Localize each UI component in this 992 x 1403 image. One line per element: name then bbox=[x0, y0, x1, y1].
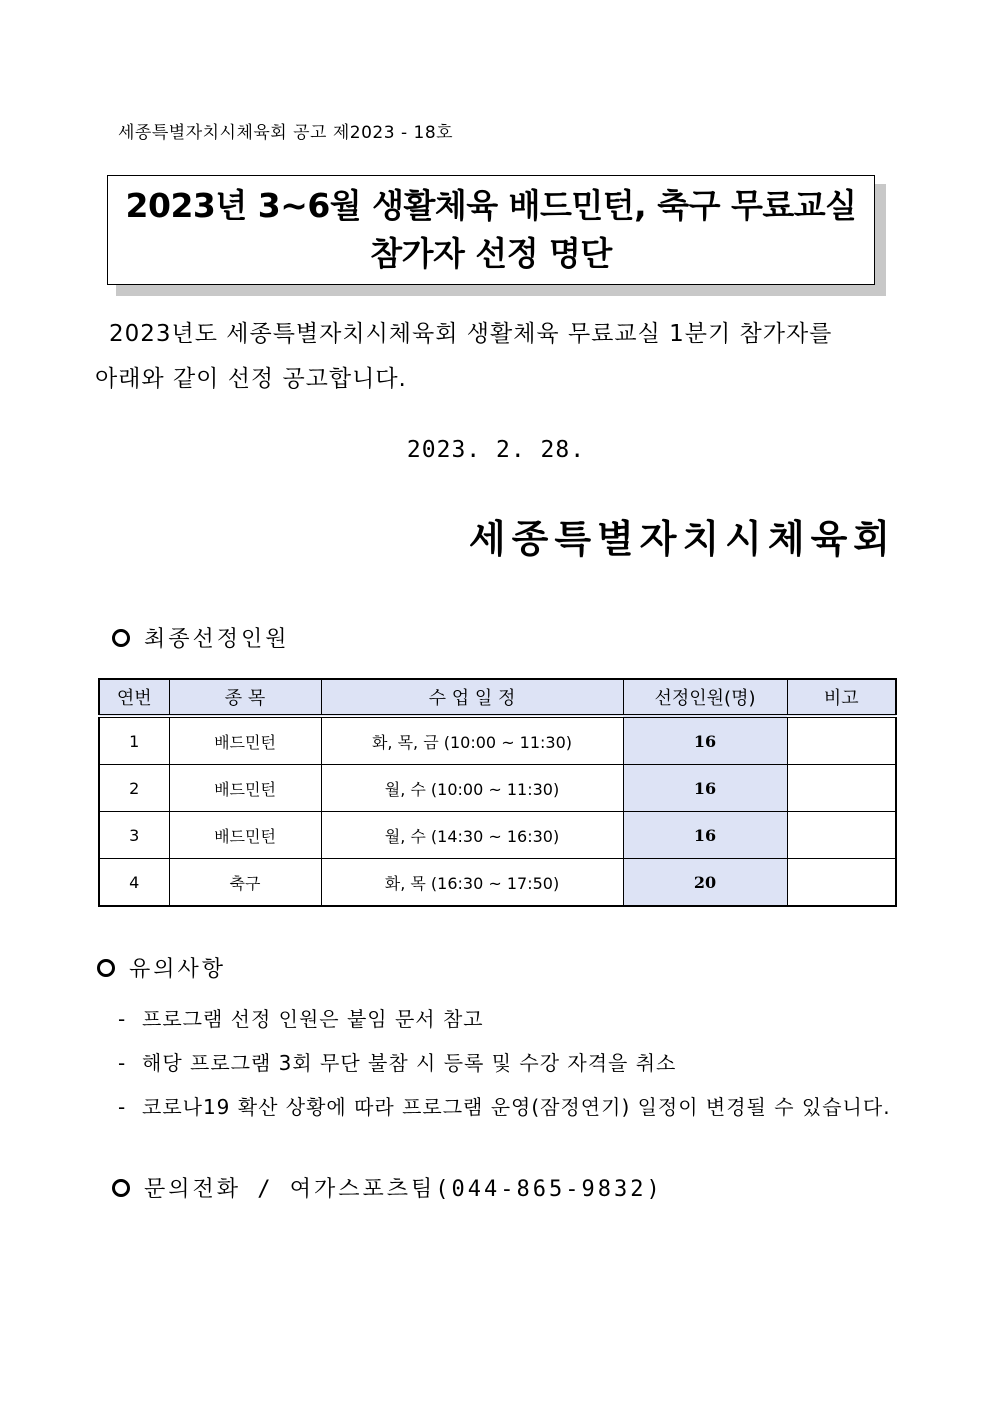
cell-no: 1 bbox=[99, 716, 169, 765]
notice-number: 세종특별자치시체육회 공고 제2023 - 18호 bbox=[118, 123, 454, 143]
hollow-circle-icon bbox=[112, 629, 130, 647]
cell-remark bbox=[787, 812, 896, 859]
notes-list bbox=[118, 997, 891, 1129]
header-count: 선정인원(명) bbox=[623, 679, 787, 716]
title-line-1: 2023년 3~6월 생활체육 배드민턴, 축구 무료교실 bbox=[125, 186, 857, 225]
cell-sport: 배드민턴 bbox=[169, 812, 321, 859]
contact-info: / 여가스포츠팀(044-865-9832) bbox=[241, 1177, 663, 1202]
organization-name: 세종특별자치시체육회 bbox=[468, 517, 896, 561]
intro-paragraph bbox=[95, 312, 895, 402]
cell-no: 3 bbox=[99, 812, 169, 859]
title-line-2: 참가자 선정 명단 bbox=[370, 234, 612, 273]
cell-no: 2 bbox=[99, 765, 169, 812]
cell-sport: 배드민턴 bbox=[169, 765, 321, 812]
cell-sport: 배드민턴 bbox=[169, 716, 321, 765]
cell-schedule: 화, 목 (16:30 ~ 17:50) bbox=[321, 859, 623, 907]
list-item: - 프로그램 선정 인원은 붙임 문서 참고 bbox=[118, 997, 891, 1041]
cell-schedule: 화, 목, 금 (10:00 ~ 11:30) bbox=[321, 716, 623, 765]
table-row bbox=[99, 716, 896, 765]
cell-count: 16 bbox=[623, 812, 787, 859]
cell-remark bbox=[787, 765, 896, 812]
table-header-row bbox=[99, 679, 896, 716]
hollow-circle-icon bbox=[112, 1179, 130, 1197]
list-item: - 해당 프로그램 3회 무단 불참 시 등록 및 수강 자격을 취소 bbox=[118, 1041, 891, 1085]
hollow-circle-icon bbox=[97, 959, 115, 977]
section-notes bbox=[97, 952, 226, 983]
section-contact bbox=[112, 1172, 663, 1203]
header-schedule: 수 업 일 정 bbox=[321, 679, 623, 716]
table-row bbox=[99, 812, 896, 859]
section-final-selection bbox=[112, 622, 290, 653]
contact-label: 문의전화 bbox=[144, 1177, 242, 1202]
list-item: - 코로나19 확산 상황에 따라 프로그램 운영(잠정연기) 일정이 변경될 수 있습니다. bbox=[118, 1085, 891, 1129]
table-row bbox=[99, 859, 896, 907]
intro-line-1: 2023년도 세종특별자치시체육회 생활체육 무료교실 1분기 참가자를 bbox=[109, 321, 833, 347]
cell-sport: 축구 bbox=[169, 859, 321, 907]
section-heading-notes: 유의사항 bbox=[129, 957, 227, 982]
cell-count: 16 bbox=[623, 716, 787, 765]
cell-schedule: 월, 수 (14:30 ~ 16:30) bbox=[321, 812, 623, 859]
cell-remark bbox=[787, 716, 896, 765]
intro-line-2: 아래와 같이 선정 공고합니다. bbox=[95, 366, 407, 392]
title-box bbox=[107, 175, 875, 285]
cell-count: 16 bbox=[623, 765, 787, 812]
section-heading-final-selection: 최종선정인원 bbox=[144, 627, 290, 652]
header-sport: 종 목 bbox=[169, 679, 321, 716]
cell-schedule: 월, 수 (10:00 ~ 11:30) bbox=[321, 765, 623, 812]
cell-count: 20 bbox=[623, 859, 787, 907]
cell-no: 4 bbox=[99, 859, 169, 907]
selection-table bbox=[98, 678, 897, 907]
header-no: 연번 bbox=[99, 679, 169, 716]
header-remark: 비고 bbox=[787, 679, 896, 716]
cell-remark bbox=[787, 859, 896, 907]
notice-date: 2023. 2. 28. bbox=[406, 437, 586, 463]
table-row bbox=[99, 765, 896, 812]
